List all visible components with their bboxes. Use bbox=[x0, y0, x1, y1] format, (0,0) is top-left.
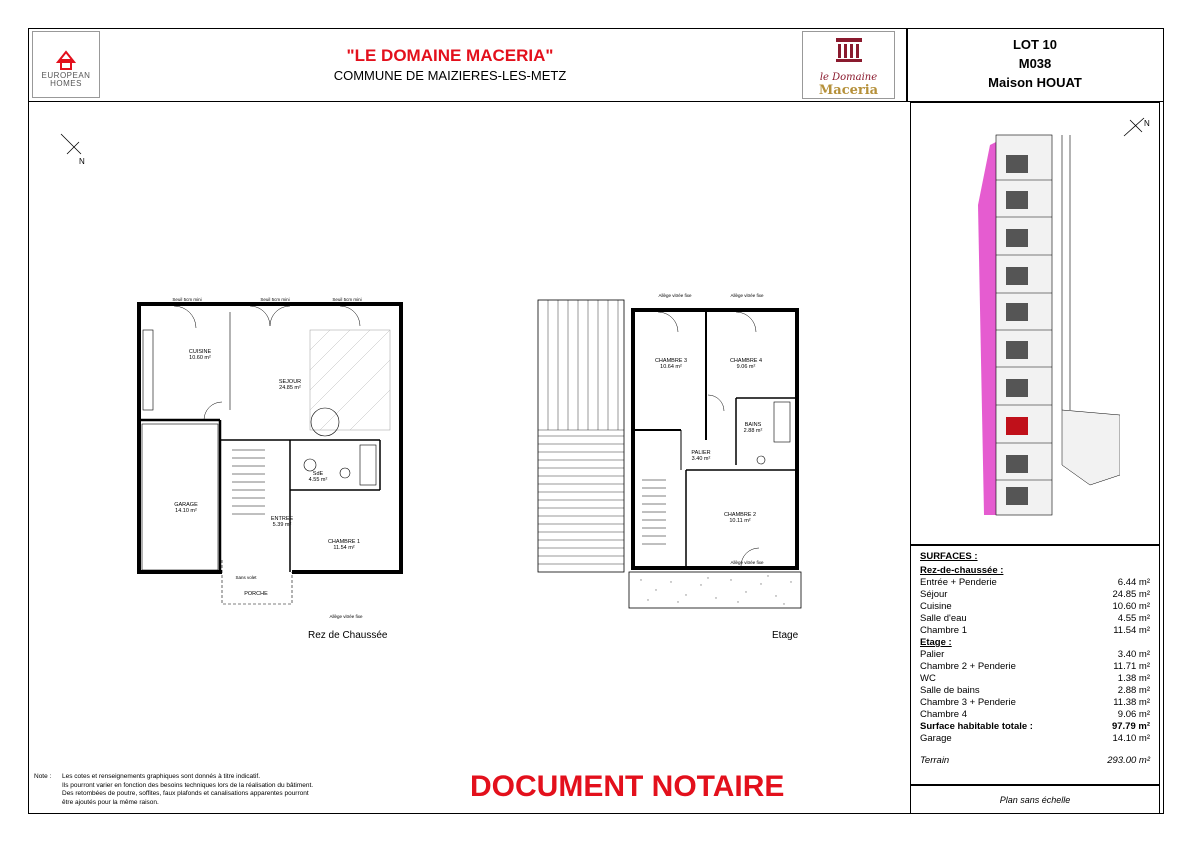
room-chambre-2 bbox=[710, 512, 770, 524]
surface-value: 1.38 m² bbox=[1117, 673, 1150, 684]
surface-row bbox=[920, 613, 1150, 625]
scale-note: Plan sans échelle bbox=[999, 795, 1071, 805]
surfaces-table bbox=[920, 551, 1150, 776]
garage-label: Garage bbox=[920, 733, 952, 744]
note-line: Des retombées de poutre, soffites, faux plafonds et canalisations apparentes pourront bbox=[62, 790, 309, 797]
surface-value: 9.06 m² bbox=[1117, 709, 1150, 720]
surface-row bbox=[920, 709, 1150, 721]
lot-number: LOT 10 bbox=[1012, 37, 1058, 52]
surface-name: Cuisine bbox=[920, 601, 952, 612]
room-name: GARAGE bbox=[174, 502, 198, 508]
surface-row bbox=[920, 577, 1150, 589]
terrain-label: Terrain bbox=[920, 755, 950, 766]
room-porche: PORCHE bbox=[244, 591, 268, 597]
site-north-label: N bbox=[1144, 119, 1150, 128]
surfaces-heading: SURFACES : bbox=[920, 551, 978, 562]
logo-line-1: le Domaine bbox=[819, 72, 878, 83]
surface-name: Chambre 3 + Penderie bbox=[920, 697, 1016, 708]
surface-name: Chambre 1 bbox=[920, 625, 967, 636]
room-name: BAINS bbox=[744, 422, 762, 428]
room-name: CHAMBRE 2 bbox=[723, 512, 757, 518]
surface-terrain-row bbox=[920, 755, 1150, 767]
room-chambre-4 bbox=[716, 358, 776, 370]
surface-name: Salle de bains bbox=[920, 685, 980, 696]
room-name: CUISINE bbox=[188, 349, 212, 355]
total-value: 97.79 m² bbox=[1111, 721, 1150, 732]
surface-row bbox=[920, 697, 1150, 709]
etage-heading: Etage : bbox=[920, 637, 952, 648]
room-name: CHAMBRE 4 bbox=[729, 358, 763, 364]
room-area: 2.88 m² bbox=[743, 428, 763, 434]
surface-name: Chambre 4 bbox=[920, 709, 967, 720]
surface-value: 11.71 m² bbox=[1113, 661, 1150, 672]
note-line: Les cotes et renseignements graphiques sont donnés à titre indicatif. bbox=[62, 773, 261, 780]
rdc-heading: Rez-de-chaussée : bbox=[920, 565, 1004, 576]
room-name: CHAMBRE 1 bbox=[327, 539, 361, 545]
room-chambre-3 bbox=[641, 358, 701, 370]
room-sejour bbox=[260, 379, 320, 391]
room-name: ENTREE bbox=[270, 516, 294, 522]
upper-allege-label-2: Allège vitrée fixe bbox=[730, 293, 764, 298]
logo-text-2: HOMES bbox=[50, 79, 82, 88]
surface-name: Palier bbox=[920, 649, 945, 660]
site-north-arrow-icon bbox=[1120, 112, 1160, 142]
room-palier bbox=[676, 450, 726, 462]
project-subtitle: COMMUNE DE MAIZIERES-LES-METZ bbox=[333, 68, 567, 83]
surface-value: 4.55 m² bbox=[1117, 613, 1150, 624]
seuil-label-2: Seuil 5cm mini bbox=[260, 297, 290, 302]
upper-allege-label-3: Allège vitrée fixe bbox=[730, 560, 764, 565]
lot-code: M038 bbox=[1018, 56, 1052, 71]
surface-value: 3.40 m² bbox=[1117, 649, 1150, 660]
upper-floor-label: Etage bbox=[772, 630, 799, 641]
european-homes-logo bbox=[32, 31, 100, 98]
logo-text-1: EUROPEAN bbox=[41, 71, 91, 80]
room-name: SEJOUR bbox=[278, 379, 302, 385]
project-title: "LE DOMAINE MACERIA" bbox=[346, 46, 554, 65]
note-line: être ajoutés pour la même raison. bbox=[62, 798, 159, 806]
upper-floor-plan bbox=[536, 290, 806, 620]
surface-name: WC bbox=[920, 673, 936, 684]
temple-icon bbox=[803, 32, 894, 72]
room-garage bbox=[156, 502, 216, 514]
room-area: 14.10 m² bbox=[175, 508, 197, 514]
surface-value: 2.88 m² bbox=[1117, 685, 1150, 696]
surface-name: Entrée + Penderie bbox=[920, 577, 997, 588]
house-model: Maison HOUAT bbox=[988, 75, 1082, 90]
surface-row bbox=[920, 601, 1150, 613]
room-name: CHAMBRE 3 bbox=[654, 358, 688, 364]
surface-value: 11.38 m² bbox=[1113, 697, 1150, 708]
seuil-label-3: Seuil 5cm mini bbox=[332, 297, 362, 302]
note-text bbox=[62, 773, 392, 807]
room-sde bbox=[288, 471, 348, 483]
surface-value: 11.54 m² bbox=[1113, 625, 1150, 636]
room-name: SdE bbox=[312, 471, 324, 477]
ground-floor-label: Rez de Chaussée bbox=[308, 630, 388, 641]
room-bains bbox=[728, 422, 778, 434]
room-area: 24.85 m² bbox=[279, 385, 301, 391]
domaine-maceria-logo bbox=[802, 31, 895, 99]
document-notaire-label: DOCUMENT NOTAIRE bbox=[470, 770, 785, 803]
total-label: Surface habitable totale : bbox=[920, 721, 1033, 732]
surface-row bbox=[920, 661, 1150, 673]
room-area: 10.64 m² bbox=[660, 364, 682, 370]
note-line: Ils pourront varier en fonction des besoins techniques lors de la réalisation du bâtiment. bbox=[62, 781, 314, 789]
sans-volet-label: Sans volet bbox=[235, 575, 257, 580]
room-entree bbox=[252, 516, 312, 528]
logo-line-2: Maceria bbox=[818, 83, 879, 98]
surface-name: Salle d'eau bbox=[920, 613, 967, 624]
upper-allege-label-1: Allège vitrée fixe bbox=[658, 293, 692, 298]
surface-row bbox=[920, 589, 1150, 601]
seuil-label-1: Seuil 5cm mini bbox=[172, 297, 202, 302]
surface-name: Séjour bbox=[920, 589, 948, 600]
north-arrow-icon bbox=[55, 128, 95, 168]
surface-name: Chambre 2 + Penderie bbox=[920, 661, 1016, 672]
allege-label: Allège vitrée fixe bbox=[329, 614, 363, 619]
note-label: Note : bbox=[34, 773, 52, 780]
room-area: 4.55 m² bbox=[308, 477, 328, 483]
surface-row bbox=[920, 625, 1150, 637]
room-area: 10.11 m² bbox=[729, 518, 751, 524]
north-label: N bbox=[79, 157, 85, 166]
surface-row bbox=[920, 673, 1150, 685]
surface-value: 24.85 m² bbox=[1112, 589, 1150, 600]
surface-garage-row bbox=[920, 733, 1150, 745]
site-plan bbox=[970, 125, 1120, 520]
room-area: 3.40 m² bbox=[691, 456, 711, 462]
room-chambre-1 bbox=[314, 539, 374, 551]
surface-value: 10.60 m² bbox=[1112, 601, 1150, 612]
ground-floor-plan bbox=[130, 290, 410, 630]
terrain-value: 293.00 m² bbox=[1107, 755, 1150, 766]
surface-row bbox=[920, 685, 1150, 697]
surface-row bbox=[920, 649, 1150, 661]
room-name: PALIER bbox=[691, 450, 711, 456]
garage-value: 14.10 m² bbox=[1112, 733, 1150, 744]
room-area: 9.06 m² bbox=[736, 364, 756, 370]
room-area: 10.60 m² bbox=[189, 355, 211, 361]
room-area: 11.54 m² bbox=[333, 545, 355, 551]
surface-total-row bbox=[920, 721, 1150, 733]
surface-value: 6.44 m² bbox=[1117, 577, 1150, 588]
room-area: 5.39 m² bbox=[272, 522, 292, 528]
room-cuisine bbox=[170, 349, 230, 361]
